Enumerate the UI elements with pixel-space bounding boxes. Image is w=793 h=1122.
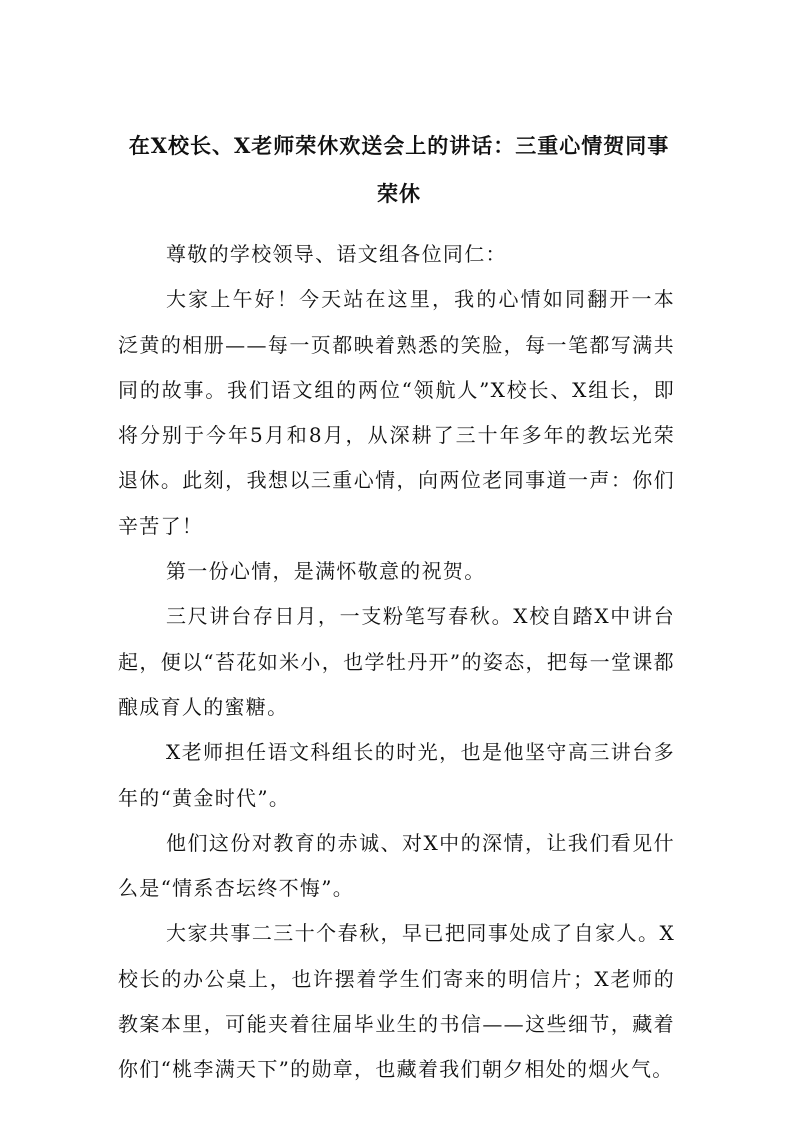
body-paragraph: X老师担任语文科组长的时光，也是他坚守高三讲台多年的“黄金时代”。	[118, 740, 675, 810]
body-paragraph: 三尺讲台存日月，一支粉笔写春秋。X校自踏X中讲台起，便以“苔花如米小，也学牡丹开”的姿态，把每一堂课都酿成育人的蜜糖。	[118, 604, 675, 719]
document-title: 在X校长、X老师荣休欢送会上的讲话：三重心情贺同事荣休	[128, 133, 670, 206]
body-paragraph: 大家共事二三十个春秋，早已把同事处成了自家人。X校长的办公桌上，也许摆着学生们寄来的明信片；X老师的教案本里，可能夹着往届毕业生的书信——这些细节，藏着你们“桃李满天下”的勋章，也藏着我们朝夕相处的烟火气。	[118, 921, 675, 1082]
body-paragraph: 他们这份对教育的赤诚、对X中的深情，让我们看见什么是“情系杏坛终不悔”。	[118, 830, 675, 901]
salutation-paragraph: 尊敬的学校领导、语文组各位同仁：	[166, 242, 507, 266]
document-body	[118, 232, 675, 1093]
body-paragraph: 第一份心情，是满怀敬意的祝贺。	[166, 559, 486, 584]
body-paragraph: 大家上午好！今天站在这里，我的心情如同翻开一本泛黄的相册——每一页都映着熟悉的笑脸，每一笔都写满共同的故事。我们语文组的两位“领航人”X校长、X组长，即将分别于今年5月和8月，从深耕了三十年多年的教坛光荣退休。此刻，我想以三重心情，向两位老同事道一声：你们辛苦了！	[118, 287, 675, 538]
